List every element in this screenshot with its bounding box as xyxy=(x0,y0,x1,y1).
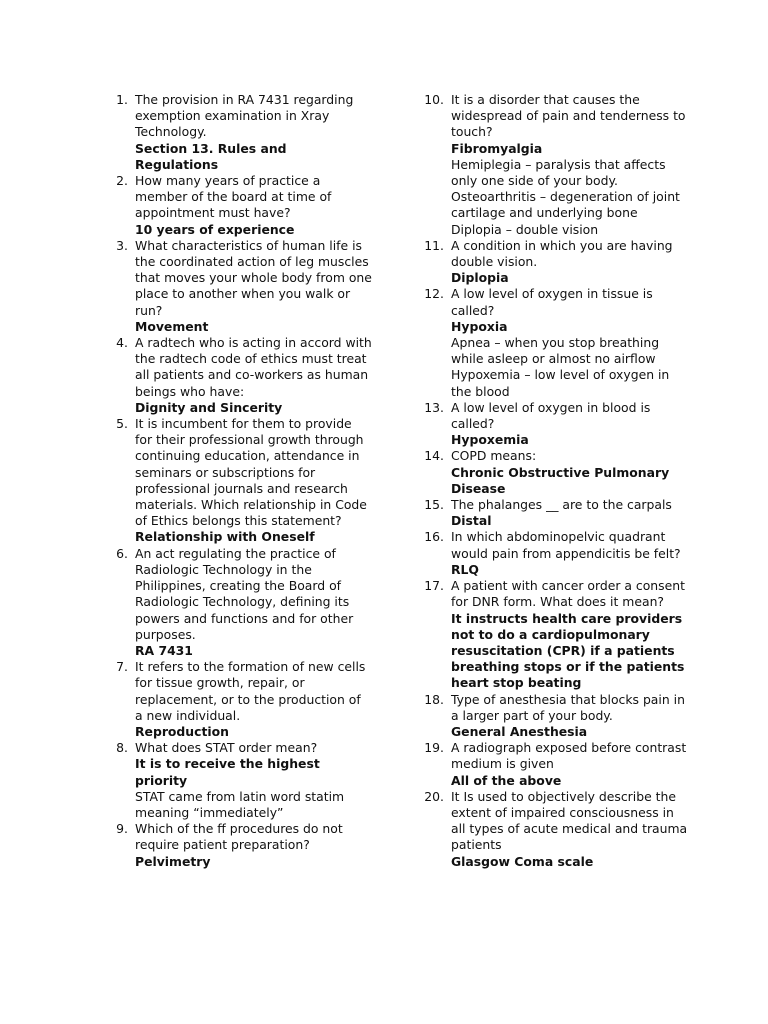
note-text: Osteoarthritis – degeneration of joint cartilage and underlying bone xyxy=(451,189,680,221)
question-text: A condition in which you are having double vision. xyxy=(451,237,673,270)
question-number: 20. xyxy=(424,788,444,804)
question-text: It Is used to objectively describe the extent of impaired consciousness in all types of acute medical and trauma patients xyxy=(451,788,688,853)
question-number: 3. xyxy=(116,237,128,253)
question-item xyxy=(108,659,372,740)
answer-text: Diplopia xyxy=(451,270,509,286)
note-text: Apnea – when you stop breathing while asleep or almost no airflow xyxy=(451,335,660,367)
question-text: A radiograph exposed before contrast medium is given xyxy=(451,740,687,772)
question-number: 10. xyxy=(424,92,444,107)
question-item xyxy=(424,578,692,691)
question-text: What does STAT order mean? xyxy=(135,740,318,756)
question-item xyxy=(424,740,692,789)
answer-text: Fibromyalgia xyxy=(451,140,543,156)
answer-text: RLQ xyxy=(451,561,479,577)
question-item xyxy=(424,789,692,870)
answer-text: Dignity and Sincerity xyxy=(135,399,283,415)
question-text: In which abdominopelvic quadrant would pain from appendicitis be felt? xyxy=(451,529,681,561)
answer-text: 10 years of experience xyxy=(135,221,295,237)
answer-text: All of the above xyxy=(451,772,562,788)
answer-text: RA 7431 xyxy=(135,642,193,658)
answer-text: Section 13. Rules and Regulations xyxy=(135,140,287,172)
question-item xyxy=(424,92,692,238)
question-text: The phalanges __ are to the carpals xyxy=(451,497,672,513)
question-number: 12. xyxy=(424,286,444,302)
question-item xyxy=(108,821,372,870)
question-item xyxy=(424,238,692,287)
answer-text: It instructs health care providers not to do a cardiopulmonary resuscitation (CPR) if a patients breathing stops or if the patients heart stop beating xyxy=(451,610,685,691)
question-item xyxy=(108,238,372,335)
question-number: 18. xyxy=(424,691,444,707)
answer-text: Chronic Obstructive Pulmonary Disease xyxy=(451,464,670,496)
answer-text: Pelvimetry xyxy=(135,853,211,869)
answer-text: Reproduction xyxy=(135,723,229,739)
answer-text: General Anesthesia xyxy=(451,723,588,739)
question-text: Which of the ff procedures do not require patient preparation? xyxy=(135,821,343,853)
question-item xyxy=(424,692,692,741)
note-text: Diplopia – double vision xyxy=(451,221,599,237)
question-number: 16. xyxy=(424,529,444,545)
question-text: It is a disorder that causes the widespread of pain and tenderness to touch? xyxy=(451,92,686,140)
question-number: 15. xyxy=(424,497,444,513)
question-number: 1. xyxy=(116,92,128,107)
question-number: 9. xyxy=(116,821,128,837)
answer-text: Hypoxemia xyxy=(451,432,529,448)
question-number: 2. xyxy=(116,173,128,189)
question-item xyxy=(108,173,372,238)
question-text: What characteristics of human life is the coordinated action of leg muscles that moves your whole body from one place to another when you walk or run? xyxy=(135,237,372,318)
question-number: 14. xyxy=(424,448,444,464)
question-number: 6. xyxy=(116,545,128,561)
question-number: 13. xyxy=(424,399,444,415)
question-text: A radtech who is acting in accord with the radtech code of ethics must treat all patients and co-workers as human beings who have: xyxy=(135,335,372,399)
question-number: 17. xyxy=(424,578,444,594)
question-number: 5. xyxy=(116,416,128,432)
question-number: 8. xyxy=(116,740,128,756)
question-text: Type of anesthesia that blocks pain in a larger part of your body. xyxy=(451,691,685,723)
note-text: Hemiplegia – paralysis that affects only one side of your body. xyxy=(451,156,666,189)
question-text: The provision in RA 7431 regarding exemption examination in Xray Technology. xyxy=(135,92,354,140)
question-item xyxy=(108,92,372,173)
question-item xyxy=(424,497,692,529)
answer-text: Glasgow Coma scale xyxy=(451,853,594,869)
answer-text: Relationship with Oneself xyxy=(135,529,315,545)
question-number: 4. xyxy=(116,335,128,351)
left-column xyxy=(108,92,372,870)
question-item xyxy=(424,286,692,399)
answer-text: Hypoxia xyxy=(451,318,508,334)
question-text: A patient with cancer order a consent for DNR form. What does it mean? xyxy=(451,578,685,610)
question-number: 7. xyxy=(116,659,128,675)
question-number: 19. xyxy=(424,740,444,756)
question-text: An act regulating the practice of Radiologic Technology in the Philippines, creating the Board of Radiologic Technology, defining its powers and functions and for other purposes. xyxy=(135,545,354,642)
question-item xyxy=(424,400,692,449)
question-item xyxy=(424,529,692,578)
answer-text: It is to receive the highest priority xyxy=(135,756,320,788)
question-item xyxy=(108,416,372,546)
question-text: It refers to the formation of new cells for tissue growth, repair, or replacement, or to the production of a new individual. xyxy=(135,659,366,723)
answer-text: Distal xyxy=(451,513,492,529)
question-item xyxy=(424,448,692,497)
question-text: A low level of oxygen in tissue is called? xyxy=(451,286,653,318)
question-text: It is incumbent for them to provide for their professional growth through continuing education, attendance in seminars or subscriptions for professional journals and research materials. Which relationship in Code of Ethics belongs this statement? xyxy=(135,416,367,529)
note-text: Hypoxemia – low level of oxygen in the blood xyxy=(451,367,670,399)
question-text: How many years of practice a member of the board at time of appointment must have? xyxy=(135,173,332,221)
question-item xyxy=(108,546,372,659)
question-number: 11. xyxy=(424,237,444,253)
question-text: COPD means: xyxy=(451,448,537,464)
right-column xyxy=(424,92,692,870)
answer-text: Movement xyxy=(135,318,209,334)
question-item xyxy=(108,740,372,821)
question-text: A low level of oxygen in blood is called? xyxy=(451,399,651,432)
question-item xyxy=(108,335,372,416)
note-text: STAT came from latin word statim meaning “immediately” xyxy=(135,788,345,820)
